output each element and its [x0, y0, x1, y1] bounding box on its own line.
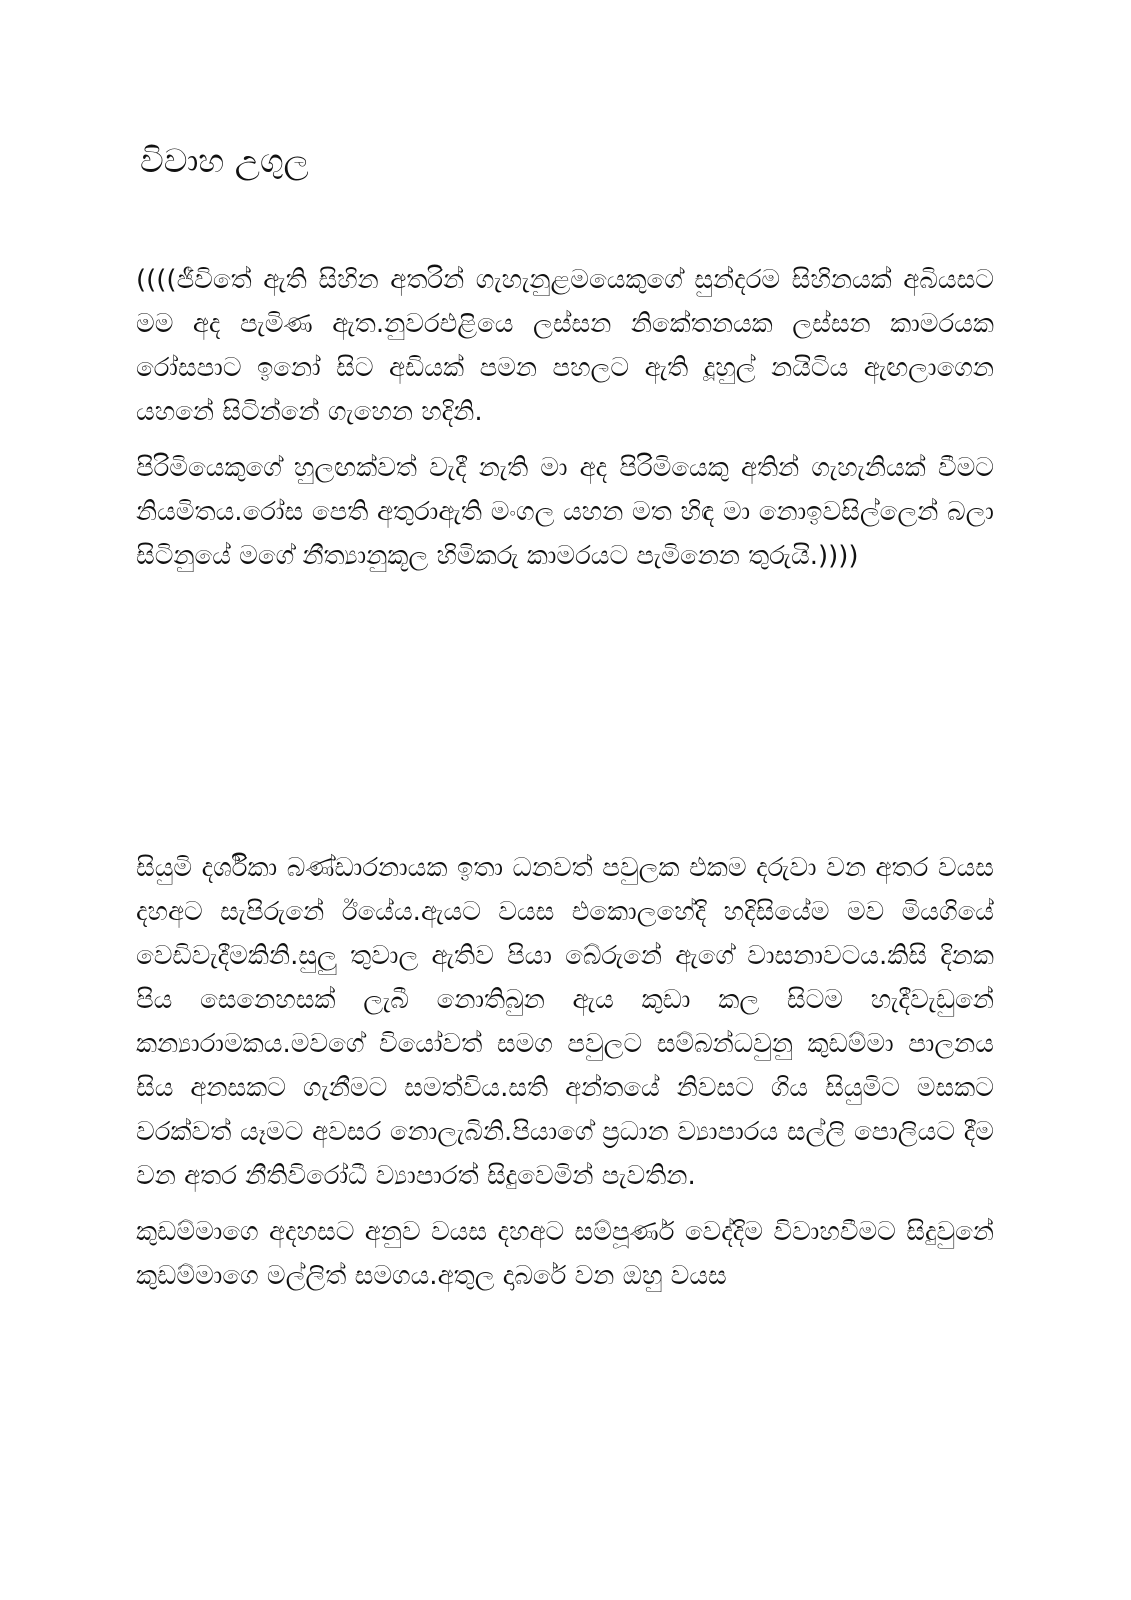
story-paragraph-1: සියුමි දර්ශිකා බණ්ඩාරනායක ඉතා ධනවත් පවුලක එකම දරුවා වන අතර වයස දහඅට සැපිරුනේ ඊයේය.ඇයට වයස එකොලහේදි හදිසියේම මව මියගියේ වෙඩිවැදීමකිනි.සුලු තුවාල ඇතිව පියා බේරුනේ ඇගේ වාසනාවටය.කිසි දිනක පිය සෙනෙහසක් ලැබී නොතිබුන ඇය කුඩා කල සිටම හැදීවැඩුනේ කන්‍යාරාමකය.මවගේ වියෝවත් සමග පවුලට සම්බන්ධවුනු කුඩම්මා පාලනය සිය අනසකට ගැනීමට සමත්විය.සති අන්තයේ නිවසට ගිය සියුමිට මසකට වරක්වත් යෑමට අවසර නොලැබිනි.පියාගේ ප්‍රධාන ව්‍යාපාරය සල්ලි පොලියට දීම වන අතර නීතිවිරෝධී ව්‍යාපාරත් සිදුවෙමින් පැවතින.: [136, 853, 994, 1191]
document-title: විවාහ උගුල: [140, 141, 309, 180]
intro-paragraph-1: ((((ජීවිතේ ඇති සිහින අතරින් ගැහැනුළමයෙකුගේ සුන්දරම සිහිනයක් අබියසට මම අද පැමිණ ඇත.නුවරඑළියෙ ලස්සන නිකේතනයක ලස්සන කාමරයක රෝසපාට ඉනෝ සිට අඩියක් පමන පහලට ඇති දූහුල් නයිටිය ඇඟලාගෙන යහනේ සිටින්නේ ගැහෙන හදිනි.: [136, 265, 994, 427]
intro-paragraph-2: පිරිමියෙකුගේ හුලඟක්වත් වැදී නැති මා අද පිරිමියෙකු අතින් ගැහැනියක් වීමට නියමිතය.රෝස පෙති අතුරාඇති මංගල යහන මත හිඳ මා නොඉවසිල්ලෙන් බලා සිටිනුයේ මගේ නීත්‍යානුකූල හිමිකරු කාමරයට පැමිනෙන තුරුයි.)))): [136, 453, 994, 571]
intro-section: [136, 258, 994, 578]
story-section: [136, 846, 994, 1298]
story-paragraph-2: කුඩම්මාගෙ අදහසට අනුව වයස දහඅට සම්පූර්ණ වෙද්දිම විවාහවීමට සිදුවුනේ කුඩම්මාගෙ මල්ලිත් සමගය.අතුල දාබරේ වන ඔහු වයස: [136, 1217, 994, 1291]
